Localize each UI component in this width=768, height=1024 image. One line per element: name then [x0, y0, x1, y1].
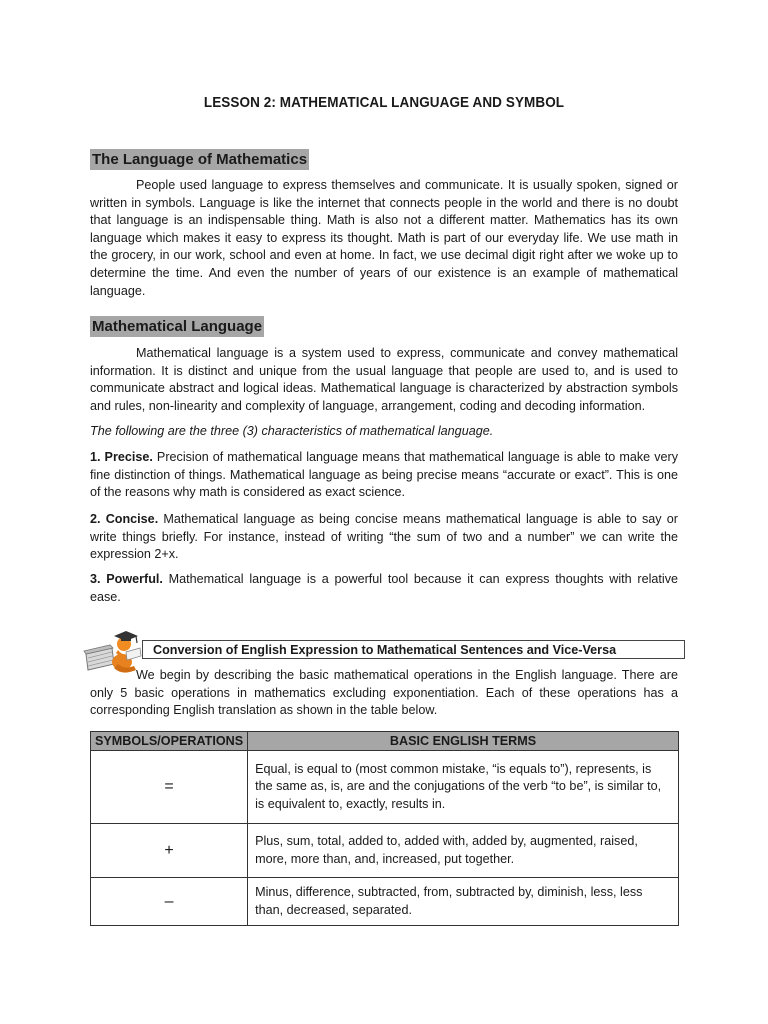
- table-row: [91, 824, 679, 878]
- characteristic-precise: [90, 449, 678, 502]
- characteristic-term: 2. Concise.: [90, 512, 159, 526]
- characteristic-text: Mathematical language is a powerful tool because it can express thoughts with relative ease.: [90, 572, 678, 604]
- terms-cell: Plus, sum, total, added to, added with, added by, augmented, raised, more, more than, and, increased, put together.: [248, 824, 679, 878]
- paragraph-mathematical-language: Mathematical language is a system used to express, communicate and convey mathematical information. It is distinct and unique from the usual language that people are used to, and is used to communicate abstract and logical ideas. Mathematical language is characterized by abstraction symbols and rules, non-linearity and complexity of language, arrangement, coding and decoding information.: [90, 346, 678, 413]
- symbol-cell: +: [91, 824, 248, 878]
- paragraph-language-of-mathematics: People used language to express themselves and communicate. It is usually spoken, signed or written in symbols. Language is like the internet that connects people in the world and there is no doubt that language is an indispensable thing. Math is also not a different matter. Mathematics has its own language which makes it easy to express its thought. Math is part of our everyday life. We use math in the grocery, in our work, school and even at home. In fact, we use decimal digit right after we woke up to determine the time. And even the number of years of our existence is an example of mathematical language.: [90, 178, 678, 298]
- characteristics-intro: The following are the three (3) characteristics of mathematical language.: [90, 424, 494, 438]
- table-header-row: [91, 732, 679, 751]
- table-row: [91, 878, 679, 926]
- section-heading-language-of-mathematics: The Language of Mathematics: [92, 151, 308, 168]
- characteristic-term: 1. Precise.: [90, 450, 153, 464]
- section-heading-mathematical-language: Mathematical Language: [92, 318, 263, 335]
- characteristic-text: Mathematical language as being concise means mathematical language is able to say or write things briefly. For instance, instead of writing “the sum of two and a number” we can write the expression 2+x.: [90, 512, 678, 562]
- table-header-english-terms: BASIC ENGLISH TERMS: [248, 732, 679, 751]
- characteristic-powerful: [90, 571, 678, 606]
- terms-cell: Minus, difference, subtracted, from, subtracted by, diminish, less, less than, decreased, separated.: [248, 878, 679, 926]
- page-title: LESSON 2: MATHEMATICAL LANGUAGE AND SYMBOL: [203, 94, 565, 111]
- characteristic-text: Precision of mathematical language means that mathematical language is able to make very fine distinction of things. Mathematical language as being precise means “accurate or exact”. This is one of the reasons why math is considered as exact science.: [90, 450, 678, 500]
- terms-cell: Equal, is equal to (most common mistake, “is equals to”), represents, is the same as, is, are and the conjugations of the verb “to be”, is similar to, is equivalent to, exactly, results in.: [248, 751, 679, 824]
- symbol-cell: =: [91, 751, 248, 824]
- operations-table: [90, 731, 679, 926]
- characteristic-term: 3. Powerful.: [90, 572, 163, 586]
- characteristic-concise: [90, 511, 678, 564]
- table-header-symbols: SYMBOLS/OPERATIONS: [91, 732, 248, 751]
- paragraph-conversion: We begin by describing the basic mathematical operations in the English language. There are only 5 basic operations in mathematics excluding exponentiation. Each of these operations has a corresponding English translation as shown in the table below.: [90, 668, 678, 718]
- table-row: [91, 751, 679, 824]
- symbol-cell: –: [91, 878, 248, 926]
- conversion-section-heading: Conversion of English Expression to Mathematical Sentences and Vice-Versa: [142, 640, 685, 659]
